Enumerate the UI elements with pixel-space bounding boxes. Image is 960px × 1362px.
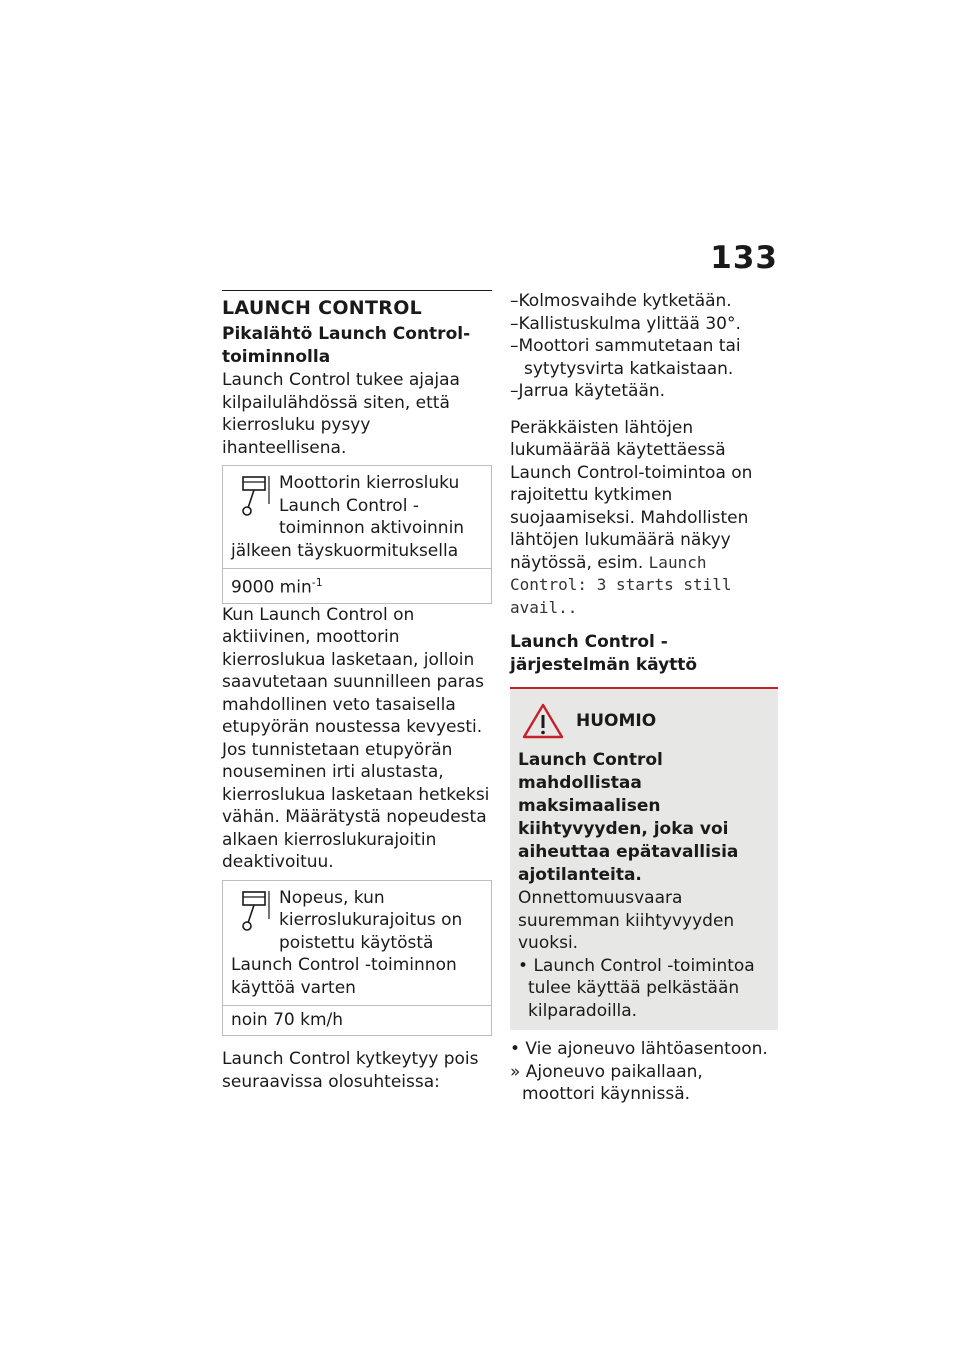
rpm-spec-value: 9000 min <box>231 577 312 598</box>
usage-heading: Launch Control -järjestelmän käyttö <box>510 632 698 675</box>
action-result: » Ajoneuvo paikallaan, moottori käynnissä. <box>510 1061 703 1104</box>
speed-spec-value: noin 70 km/h <box>223 1005 491 1035</box>
page-number: 133 <box>710 240 778 276</box>
warning-bold-text: Launch Control mahdollistaa maksimaalisen kiihtyvyyden, joka voi aiheuttaa epätavallisia ajotilanteita. <box>518 750 739 885</box>
warning-triangle-icon <box>522 703 564 739</box>
warning-text: Onnettomuusvaara suuremman kiihtyvyyden vuoksi. <box>518 888 735 953</box>
limiter-paragraph: Kun Launch Control on aktiivinen, moottorin kierroslukua lasketaan, jolloin saavutetaan suunnilleen paras mahdollinen veto tasaisella etupyörän noustessa kevyesti. Jos tunnistetaan etupyörän nouseminen irti alustasta, kierroslukua lasketaan hetkeksi vähän. Määrätystä nopeudesta alkaen kierroslukurajoitin deaktivoituu. <box>222 604 490 873</box>
start-count-text: Peräkkäisten lähtöjen lukumäärää käytettäessä Launch Control-toimintoa on rajoitettu kytkimen suojaamiseksi. Mahdollisten lähtöjen lukumäärä näkyy näytössä, esim. <box>510 417 753 573</box>
left-column <box>222 290 492 1093</box>
rpm-spec-description-row <box>223 466 491 568</box>
start-count-paragraph <box>510 417 778 620</box>
speed-spec-description-row <box>223 881 491 1006</box>
speed-spec-box <box>222 880 492 1037</box>
subsection-heading: Pikalähtö Launch Control-toiminnolla <box>222 324 471 367</box>
warning-bullet-item: • Launch Control -toimintoa tulee käyttää pelkästään kilparadoilla. <box>518 955 770 1023</box>
piston-icon <box>237 474 271 518</box>
warning-header <box>518 703 770 739</box>
condition-item: –Kolmosvaihde kytketään. <box>510 291 732 311</box>
deactivation-intro: Launch Control kytkeytyy pois seuraavissa olosuhteissa: <box>222 1049 479 1092</box>
warning-title: HUOMIO <box>576 711 657 731</box>
rpm-spec-exponent: -1 <box>311 576 323 589</box>
piston-icon <box>237 889 271 933</box>
rpm-spec-value-row <box>223 568 491 603</box>
intro-paragraph: Launch Control tukee ajajaa kilpailulähdössä siten, että kierrosluku pysyy ihanteellisena. <box>222 370 460 458</box>
action-step: • Vie ajoneuvo lähtöasentoon. <box>510 1039 768 1059</box>
condition-item: –Kallistuskulma ylittää 30°. <box>510 313 741 334</box>
rpm-spec-description: Moottorin kierrosluku Launch Control -toiminnon aktivoinnin jälkeen täyskuormituksella <box>231 473 465 561</box>
speed-spec-description: Nopeus, kun kierroslukurajoitus on poistettu käytöstä Launch Control -toiminnon käyttöä varten <box>231 887 463 998</box>
condition-item: –Moottori sammutetaan tai sytytysvirta katkaistaan. <box>510 336 741 379</box>
section-title: LAUNCH CONTROL <box>222 290 492 319</box>
warning-bullets <box>518 955 770 1023</box>
condition-item: –Jarrua käytetään. <box>510 381 666 401</box>
right-column <box>510 290 778 1106</box>
deactivation-conditions-list <box>510 290 778 403</box>
warning-box <box>510 687 778 1030</box>
rpm-spec-box <box>222 465 492 604</box>
display-message: Launch Control: 3 starts still avail.. <box>510 552 732 617</box>
